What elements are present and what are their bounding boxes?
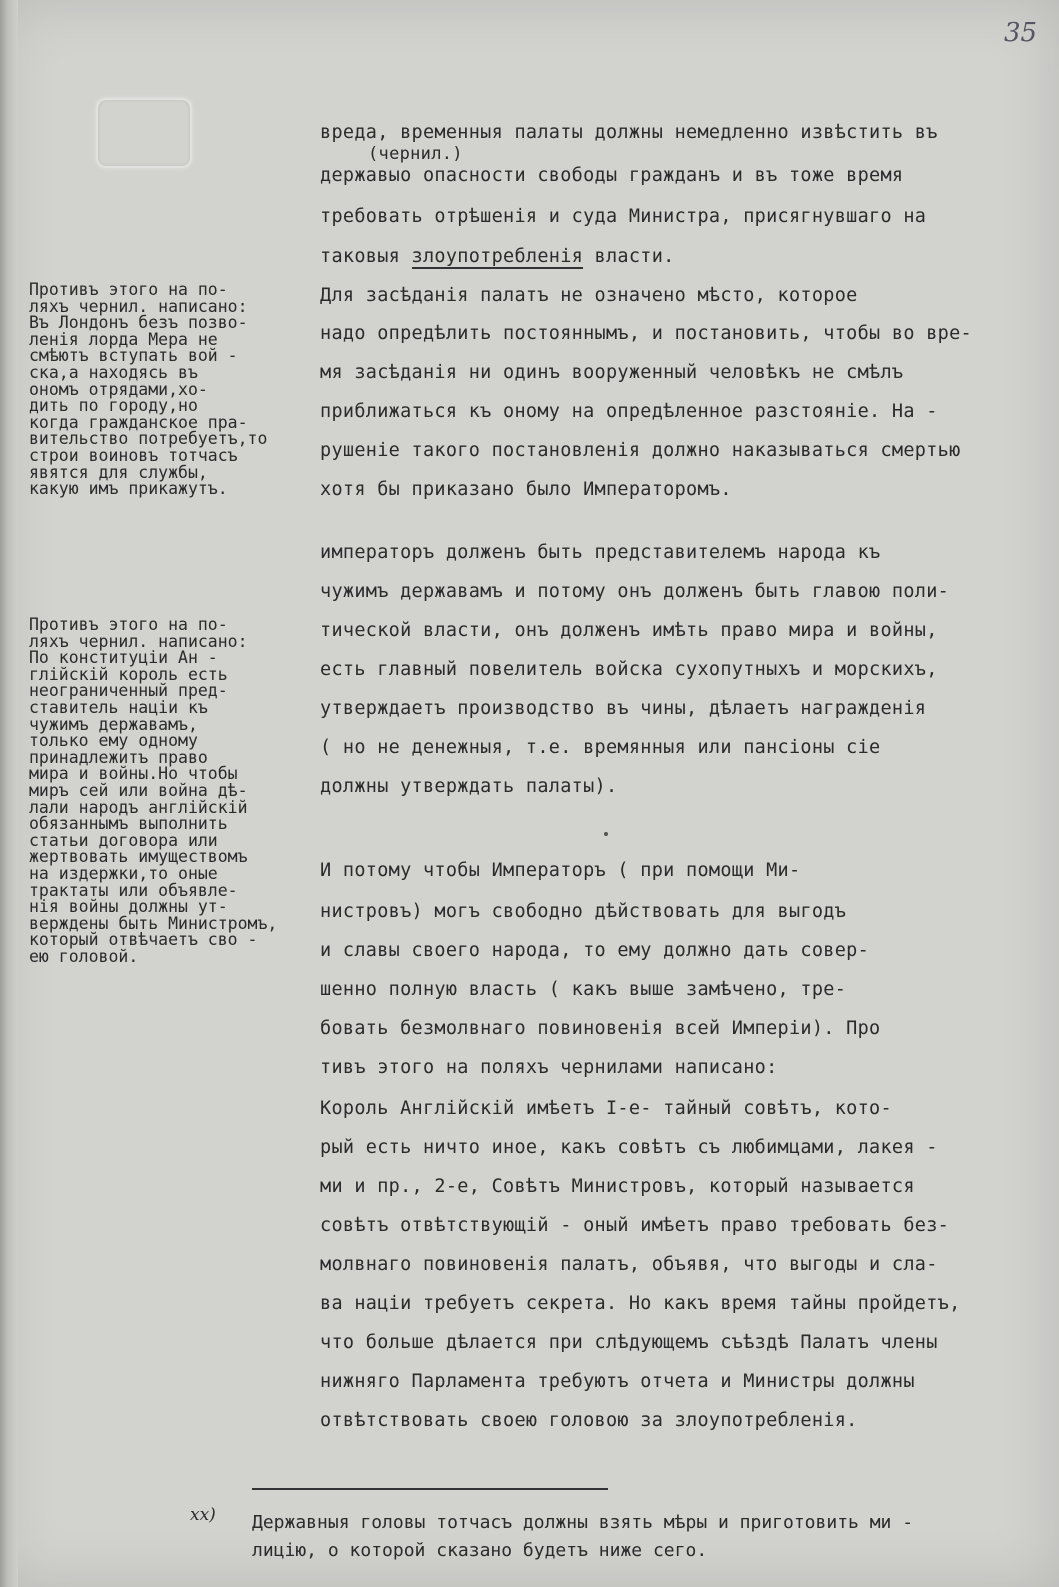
margin-note-line: когда гражданское пра- <box>29 412 248 432</box>
main-line: императоръ долженъ быть представителемъ народа къ <box>320 542 881 563</box>
margin-note-line: мира и войны.Но чтобы <box>29 764 238 784</box>
margin-note-line: трактаты или объявле- <box>29 880 238 900</box>
binding-edge <box>0 0 18 1587</box>
margin-note-line: миръ сей или война дѣ- <box>29 780 248 800</box>
margin-note-line: на издержки,то оные <box>29 863 218 883</box>
footnote-rule <box>252 1488 608 1490</box>
margin-note-line: ска,а находясь въ <box>29 362 198 382</box>
main-line: и славы своего народа, то ему должно дать совер- <box>320 940 870 961</box>
margin-note-line: обязаннымъ выполнить <box>29 814 228 834</box>
margin-note-line: строи воиновъ тотчасъ <box>29 445 238 465</box>
margin-note-line: Противъ этого на по- <box>29 280 228 299</box>
margin-note-line: По конституціи Ан - <box>29 648 218 668</box>
footnote-line: Державныя головы тотчасъ должны взять мѣры и приготовить ми - <box>252 1512 914 1533</box>
underlined-word: злоупотребленія <box>411 246 584 267</box>
margin-note-line: который отвѣчаетъ сво - <box>29 930 258 950</box>
main-line: шенно полную власть ( какъ выше замѣчено, тре- <box>320 979 847 1000</box>
main-line: хотя бы приказано было Императоромъ. <box>320 479 732 500</box>
main-line: чужимъ державамъ и потому онъ долженъ быть главою поли- <box>320 581 950 602</box>
main-line: тической власти, онъ долженъ имѣть право мира и войны, <box>320 620 938 641</box>
margin-note-line: ставитель націи къ <box>29 697 208 717</box>
ink-dot <box>604 832 608 836</box>
main-line: отвѣтствовать своею головою за злоупотребленія. <box>320 1410 858 1431</box>
embossed-stamp <box>96 98 192 168</box>
main-line: что больше дѣлается при слѣдующемъ съѣздѣ Палатъ члены <box>320 1332 938 1353</box>
main-line-underline: таковыя злоупотребленія власти. <box>320 246 675 267</box>
main-line: ва націи требуетъ секрета. Но какъ время тайны пройдетъ, <box>320 1293 961 1314</box>
margin-note-line: принадлежитъ право <box>29 747 208 767</box>
main-line: требовать отрѣшенія и суда Министра, присягнувшаго на <box>320 206 927 227</box>
margin-note-line: явятся для службы, <box>29 462 208 482</box>
main-line: нижняго Парламента требуютъ отчета и Министры должны <box>320 1371 915 1392</box>
margin-note-line: ляхъ чернил. написано: <box>29 631 248 651</box>
main-line: державыо опасности свободы гражданъ и въ тоже время <box>320 165 904 186</box>
main-line: ми и пр., 2-е, Совѣтъ Министровъ, который называется <box>320 1176 915 1197</box>
main-line: Для засѣданія палатъ не означено мѣсто, которое <box>320 285 858 306</box>
margin-note-line: лали народъ англійскій <box>29 797 248 817</box>
main-line: приближаться къ оному на опредѣленное разстояніе. На - <box>320 401 938 422</box>
main-line: утверждаетъ производство въ чины, дѣлаетъ награжденія <box>320 698 927 719</box>
margin-note-line: жертвовать имуществомъ <box>29 847 248 867</box>
insertion-note: (чернил.) <box>368 144 463 164</box>
margin-note-line: ленія лорда Мера не <box>29 329 218 349</box>
margin-note-line: неограниченный пред- <box>29 681 228 701</box>
folio-number: 35 <box>1004 18 1038 48</box>
main-line: есть главный повелитель войска сухопутныхъ и морскихъ, <box>320 659 938 680</box>
main-line: должны утверждать палаты). <box>320 776 618 797</box>
margin-note-line: чужимъ державамъ, <box>29 714 198 734</box>
margin-note-line: нія войны должны ут- <box>29 897 228 917</box>
margin-note-line: вительство потребуетъ,то <box>29 429 268 449</box>
margin-note-2 <box>29 617 329 965</box>
margin-note-line: Въ Лондонъ безъ позво- <box>29 313 248 333</box>
main-line: ( но не денежныя, т.е. времянныя или пансіоны сіе <box>320 737 881 758</box>
main-line: рый есть ничто иное, какъ совѣтъ съ любимцами, лакея - <box>320 1137 938 1158</box>
main-line: нистровъ) могъ свободно дѣйствовать для выгодъ <box>320 901 847 922</box>
main-line-with-insertion <box>320 144 904 186</box>
footnote-line: лицію, о которой сказано будетъ ниже сего. <box>252 1540 708 1561</box>
margin-note-line: ономъ отрядами,хо- <box>29 379 208 399</box>
main-line: мя засѣданія ни одинъ вооруженный человѣкъ не смѣлъ <box>320 362 904 383</box>
footnote-mark: хх) <box>190 1505 216 1525</box>
margin-note-line: только ему одному <box>29 731 198 751</box>
margin-note-line: Противъ этого на по- <box>29 615 228 634</box>
margin-note-line: ею головой. <box>29 946 139 966</box>
main-line: бовать безмолвнаго повиновенія всей Имперіи). Про <box>320 1018 881 1039</box>
margin-note-line: глійскій король есть <box>29 664 228 684</box>
main-line: вреда, временныя палаты должны немедленно извѣстить въ <box>320 122 938 143</box>
main-line: Король Англійскій имѣетъ I-е- тайный совѣтъ, кото- <box>320 1098 892 1119</box>
main-line: совѣтъ отвѣтствующій - оный имѣетъ право требовать без- <box>320 1215 950 1236</box>
main-line: молвнаго повиновенія палатъ, объявя, что выгоды и сла- <box>320 1254 938 1275</box>
main-line: рушеніе такого постановленія должно наказываться смертью <box>320 440 961 461</box>
margin-note-line: статьи договора или <box>29 830 218 850</box>
main-line: тивъ этого на поляхъ чернилами написано: <box>320 1057 778 1078</box>
margin-note-line: какую имъ прикажутъ. <box>29 479 228 499</box>
margin-note-line: смѣютъ вступать вой - <box>29 346 238 366</box>
margin-note-line: дить по городу,но <box>29 396 198 416</box>
margin-note-line: верждены быть Министромъ, <box>29 913 278 933</box>
margin-note-1 <box>29 282 329 498</box>
margin-note-line: ляхъ чернил. написано: <box>29 296 248 316</box>
main-line: надо опредѣлить постояннымъ, и постановить, чтобы во вре- <box>320 323 972 344</box>
main-line: И потому чтобы Императоръ ( при помощи Ми- <box>320 860 801 881</box>
